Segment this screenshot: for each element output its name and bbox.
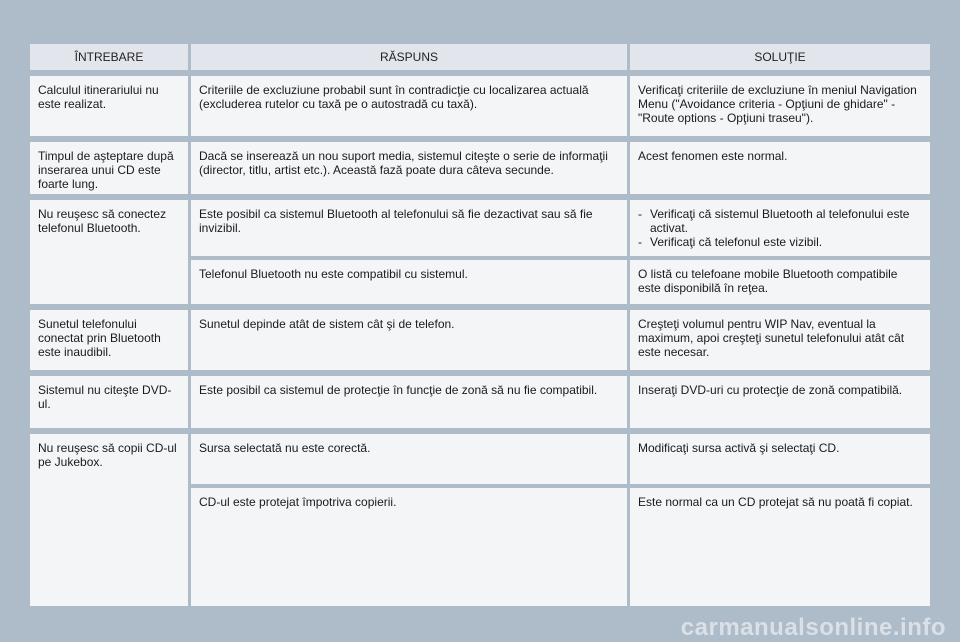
answer-cell: Criteriile de excluziune probabil sunt în contradicţie cu localizarea actuală (excluderea rutelor cu taxă pe o autostradă cu taxă).: [191, 76, 627, 136]
solution-cell: Creşteţi volumul pentru WIP Nav, eventual la maximum, apoi creşteţi sunetul telefonului atât cât este necesar.: [630, 310, 930, 370]
solution-list-item: - Verificaţi că sistemul Bluetooth al telefonului este activat.: [638, 207, 910, 235]
answer-cell: CD-ul este protejat împotriva copierii.: [191, 488, 627, 606]
watermark: carmanualsonline.info: [680, 614, 946, 641]
troubleshooting-table: [30, 44, 930, 606]
question-cell: Sistemul nu citeşte DVD-ul.: [30, 376, 188, 428]
solution-cell: Verificaţi criteriile de excluziune în meniul Navigation Menu ("Avoidance criteria - Opţiuni de ghidare" - "Route options - Opţiuni traseu").: [630, 76, 930, 136]
question-cell: Calculul itinerariului nu este realizat.: [30, 76, 188, 136]
answer-cell: Dacă se inserează un nou suport media, sistemul citeşte o serie de informaţii (director, titlu, artist etc.). Această fază poate dura câteva secunde.: [191, 142, 627, 194]
solution-list-item: - Verificaţi că telefonul este vizibil.: [638, 235, 823, 249]
question-cell: Sunetul telefonului conectat prin Bluetooth este inaudibil.: [30, 310, 188, 370]
solution-list-cell: [630, 200, 930, 256]
answer-cell: Telefonul Bluetooth nu este compatibil cu sistemul.: [191, 260, 627, 304]
solution-cell: Modificaţi sursa activă şi selectaţi CD.: [630, 434, 930, 484]
solution-cell: Este normal ca un CD protejat să nu poată fi copiat.: [630, 488, 930, 606]
answer-cell: Sunetul depinde atât de sistem cât şi de telefon.: [191, 310, 627, 370]
solution-cell: O listă cu telefoane mobile Bluetooth compatibile este disponibilă în reţea.: [630, 260, 930, 304]
answer-cell: Este posibil ca sistemul Bluetooth al telefonului să fie dezactivat sau să fie invizibil.: [191, 200, 627, 256]
answer-cell: Sursa selectată nu este corectă.: [191, 434, 627, 484]
answer-cell: Este posibil ca sistemul de protecţie în funcţie de zonă să nu fie compatibil.: [191, 376, 627, 428]
question-cell: Nu reuşesc să conectez telefonul Bluetooth.: [30, 200, 188, 304]
question-cell: Timpul de aşteptare după inserarea unui CD este foarte lung.: [30, 142, 188, 194]
question-cell: Nu reuşesc să copii CD-ul pe Jukebox.: [30, 434, 188, 606]
header-solution: SOLUŢIE: [630, 44, 930, 70]
solution-cell: Inseraţi DVD-uri cu protecţie de zonă compatibilă.: [630, 376, 930, 428]
header-answer: RĂSPUNS: [191, 44, 627, 70]
header-question: ÎNTREBARE: [30, 44, 188, 70]
solution-cell: Acest fenomen este normal.: [630, 142, 930, 194]
